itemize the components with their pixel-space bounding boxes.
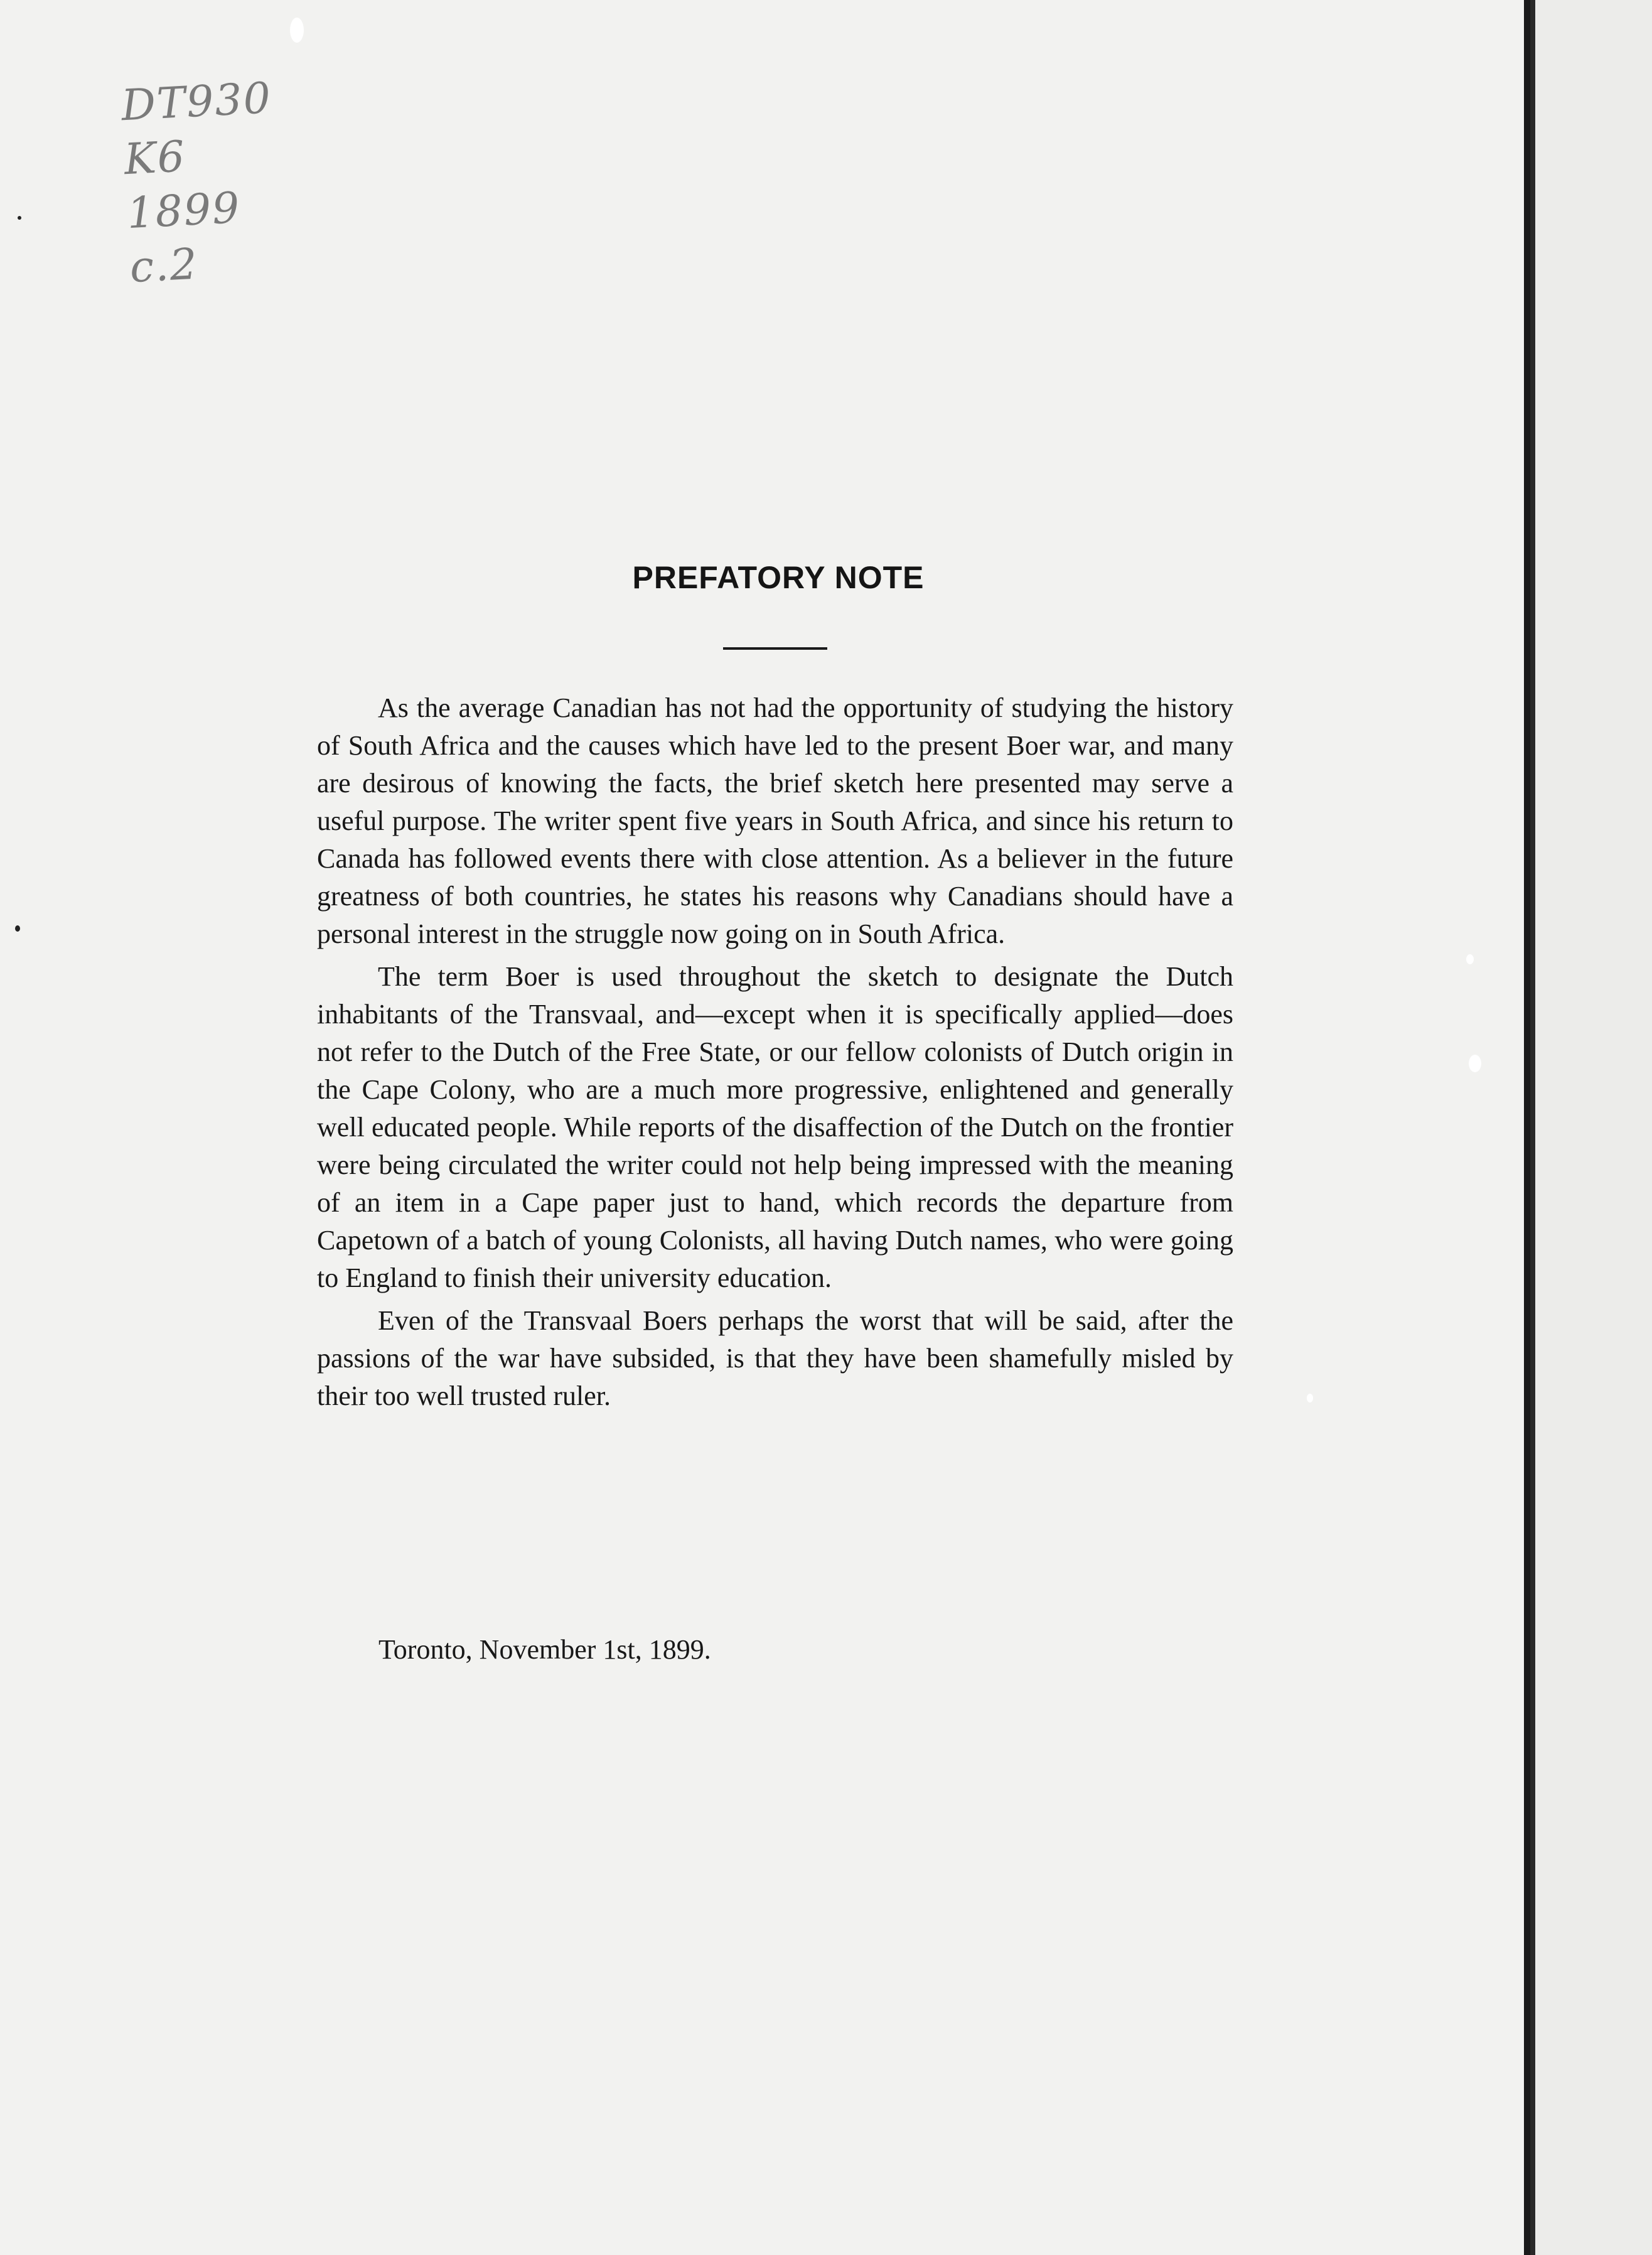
paragraph-3: Even of the Transvaal Boers perhaps the worst that will be said, after the passions of the war have subsided, is that they have been shamefully misled by their too well trusted ruler. [317, 1305, 1233, 1411]
title-divider [723, 647, 827, 650]
call-number-line-2: K6 [122, 132, 187, 185]
paragraph-2: The term Boer is used throughout the sketch to designate the Dutch inhabitants of the Transvaal, and—except when it is specifically applied—does not refer to the Dutch of the Free State, or our fellow colonists of Dutch origin in the Cape Colony, who are a much more progressive, enlightened and generally well educated people. While reports of the disaffection of the Dutch on the frontier were being circulated the writer could not help being impressed with the meaning of an item in a Cape paper just to hand, which records the departure from Capetown of a batch of young Colonists, all having Dutch names, who were going to England to finish their university education. [317, 961, 1233, 1293]
adjacent-page-edge [1530, 0, 1652, 2255]
paragraph-1: As the average Canadian has not had the opportunity of studying the history of South Africa and the causes which have led to the present Boer war, and many are desirous of knowing the facts, the brief sketch here presented may serve a useful purpose. The writer spent five years in South Africa, and since his return to Canada has followed events there with close attention. As a believer in the future greatness of both countries, he states his reasons why Canadians should have a personal interest in the struggle now going on in South Africa. [317, 692, 1233, 949]
adjacent-page-shadow [1530, 0, 1535, 2255]
dust-speck [1307, 1394, 1313, 1402]
dust-speck [290, 18, 304, 43]
place-date-line: Toronto, November 1st, 1899. [378, 1634, 711, 1665]
page-title: PREFATORY NOTE [632, 560, 925, 595]
dust-speck [15, 925, 20, 932]
page-gutter [1524, 0, 1530, 2255]
call-number-line-1: DT930 [120, 73, 273, 131]
handwritten-call-number [120, 72, 281, 295]
body-text [317, 689, 1233, 1420]
dust-speck [1469, 1055, 1481, 1072]
call-number-line-3: 1899 [126, 183, 242, 239]
call-number-line-4: c.2 [128, 239, 200, 293]
dust-speck [1466, 954, 1474, 964]
dust-speck [18, 216, 21, 220]
